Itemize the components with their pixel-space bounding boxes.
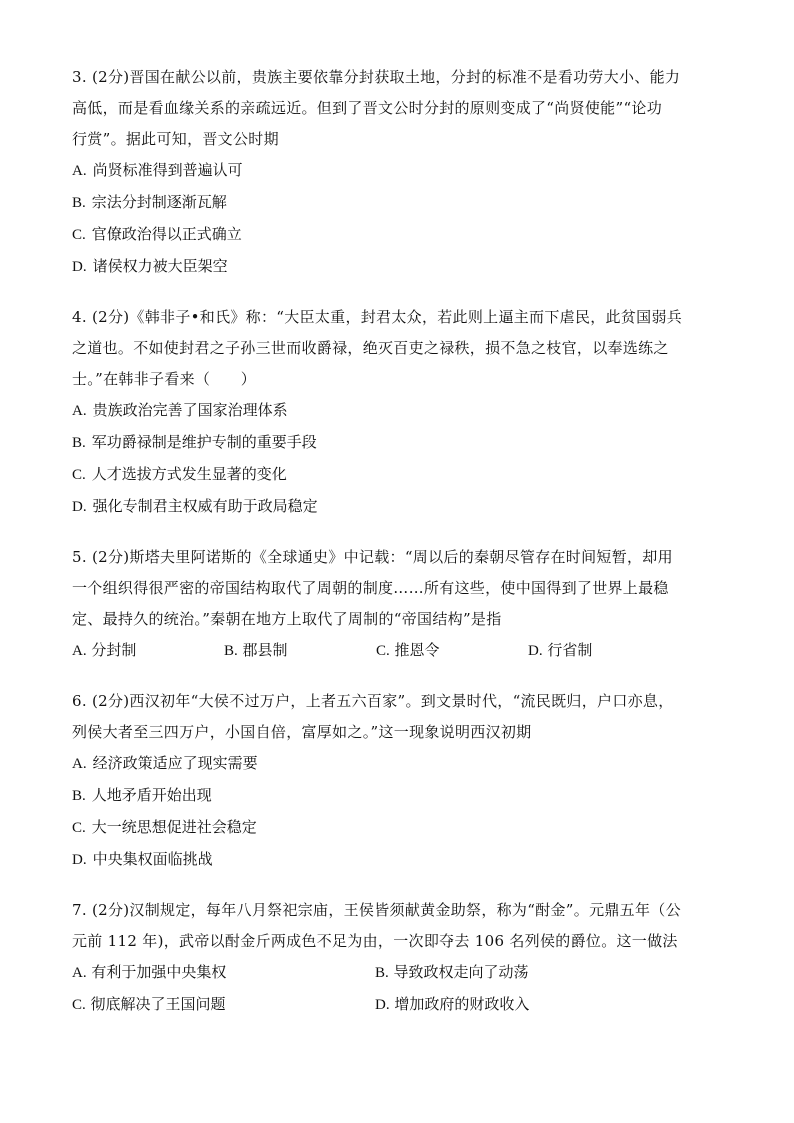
option-text: 贵族政治完善了国家治理体系: [92, 401, 288, 419]
option-letter: A.: [72, 756, 87, 772]
question-3: [72, 62, 724, 283]
option-text: 有利于加强中央集权: [91, 963, 227, 981]
option-letter: A.: [72, 965, 87, 981]
option-c: [72, 812, 724, 844]
option-letter: D.: [528, 643, 543, 659]
option-letter: C.: [72, 997, 86, 1013]
option-text: 宗法分封制逐渐瓦解: [91, 193, 227, 211]
question-4: [72, 302, 724, 523]
option-letter: A.: [72, 643, 87, 659]
option-d: [72, 491, 724, 523]
question-stem-line: 4. (2分)《韩非子•和氏》称：“大臣太重，封君太众，若此则上逼主而下虐民，此贫国弱兵: [72, 308, 683, 326]
option-letter: B.: [375, 965, 389, 981]
option-b: [72, 780, 724, 812]
option-text: 强化专制君主权威有助于政局稳定: [92, 497, 318, 515]
exam-page: [72, 62, 724, 1040]
option-a: [72, 635, 224, 667]
option-b: [72, 187, 724, 219]
option-text: 中央集权面临挑战: [92, 850, 213, 868]
option-c: [376, 635, 528, 667]
option-text: 分封制: [91, 641, 137, 659]
question-6: [72, 686, 724, 876]
question-stem-line: 6. (2分)西汉初年“大侯不过万户，上者五六百家”。到文景时代，“流民既归，户口亦息，: [72, 692, 674, 710]
option-text: 军功爵禄制是维护专制的重要手段: [91, 433, 317, 451]
option-letter: D.: [72, 852, 87, 868]
option-text: 经济政策适应了现实需要: [92, 754, 258, 772]
options-row: [72, 635, 724, 667]
question-stem-line: 士。”在韩非子看来（ ）: [72, 370, 257, 388]
option-letter: B.: [224, 643, 238, 659]
option-letter: C.: [72, 227, 86, 243]
question-stem-line: 元前 112 年)，武帝以酎金斤两成色不足为由，一次即夺去 106 名列侯的爵位。这一做法: [72, 932, 678, 950]
option-d: [528, 635, 680, 667]
option-b: [224, 635, 376, 667]
option-letter: C.: [72, 820, 86, 836]
option-text: 尚贤标准得到普遍认可: [92, 161, 243, 179]
question-stem-line: 高低，而是看血缘关系的亲疏远近。但到了晋文公时分封的原则变成了“尚贤使能”“论功: [72, 99, 663, 117]
option-b: [375, 957, 678, 989]
question-stem-line: 之道也。不如使封君之子孙三世而收爵禄，绝灭百吏之禄秩，损不急之枝官，以奉选练之: [72, 339, 669, 357]
options-row: [72, 957, 724, 989]
option-letter: D.: [375, 997, 390, 1013]
option-text: 官僚政治得以正式确立: [91, 225, 242, 243]
option-letter: B.: [72, 435, 86, 451]
question-stem-line: 一个组织得很严密的帝国结构取代了周朝的制度……所有这些，使中国得到了世界上最稳: [72, 579, 669, 597]
option-text: 增加政府的财政收入: [394, 995, 530, 1013]
option-letter: A.: [72, 403, 87, 419]
options-row: [72, 989, 724, 1021]
question-7: [72, 895, 724, 1021]
option-text: 郡县制: [242, 641, 288, 659]
question-stem-line: 行赏”。据此可知，晋文公时期: [72, 130, 279, 148]
option-c: [72, 219, 724, 251]
option-b: [72, 427, 724, 459]
question-stem-line: 3. (2分)晋国在献公以前，贵族主要依靠分封获取土地，分封的标准不是看功劳大小、能力: [72, 68, 681, 86]
option-letter: C.: [72, 467, 86, 483]
question-stem-line: 7. (2分)汉制规定，每年八月祭祀宗庙，王侯皆须献黄金助祭，称为“酎金”。元鼎五年（公: [72, 901, 681, 919]
question-stem-line: 5. (2分)斯塔夫里阿诺斯的《全球通史》中记载：“周以后的秦朝尽管存在时间短暂，却用: [72, 548, 673, 566]
option-letter: D.: [72, 259, 87, 275]
option-text: 诸侯权力被大臣架空: [92, 257, 228, 275]
option-letter: A.: [72, 163, 87, 179]
option-d: [72, 844, 724, 876]
option-text: 人才选拔方式发生显著的变化: [91, 465, 287, 483]
option-text: 彻底解决了王国问题: [90, 995, 226, 1013]
option-text: 行省制: [547, 641, 593, 659]
option-a: [72, 155, 724, 187]
question-stem-line: 定、最持久的统治。”秦朝在地方上取代了周制的“帝国结构”是指: [72, 610, 502, 628]
option-text: 人地矛盾开始出现: [91, 786, 212, 804]
option-a: [72, 957, 375, 989]
option-d: [375, 989, 678, 1021]
option-d: [72, 251, 724, 283]
question-stem-line: 列侯大者至三四万户，小国自倍，富厚如之。”这一现象说明西汉初期: [72, 723, 532, 741]
option-letter: D.: [72, 499, 87, 515]
option-c: [72, 459, 724, 491]
option-text: 导致政权走向了动荡: [393, 963, 529, 981]
option-a: [72, 748, 724, 780]
question-5: [72, 542, 724, 667]
option-letter: C.: [376, 643, 390, 659]
option-c: [72, 989, 375, 1021]
option-text: 推恩令: [394, 641, 440, 659]
option-letter: B.: [72, 788, 86, 804]
option-letter: B.: [72, 195, 86, 211]
option-text: 大一统思想促进社会稳定: [91, 818, 257, 836]
option-a: [72, 395, 724, 427]
